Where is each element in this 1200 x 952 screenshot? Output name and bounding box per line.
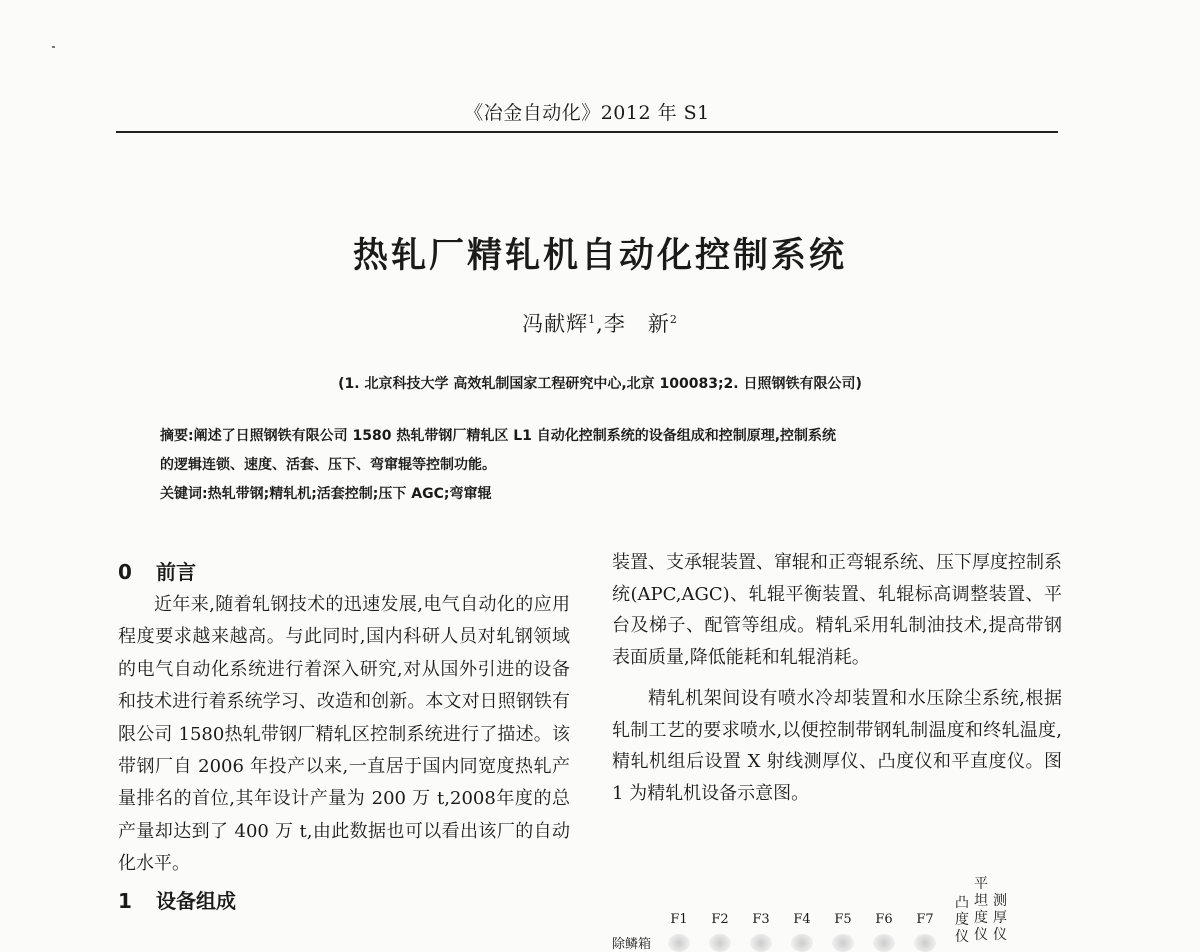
stand-label: F6 [875, 912, 893, 927]
text-line: 热轧带钢厂精轧区控制系统进行了描述。该带钢 [118, 723, 571, 778]
stand-roll [832, 934, 854, 952]
author-superscript: 1 [588, 313, 597, 326]
stand-label: F7 [916, 912, 934, 927]
paragraph [612, 547, 1062, 673]
abstract-label: 摘要: [160, 428, 194, 444]
section-number: 1 [118, 888, 132, 913]
text-line: 习、改造和创新。本文对日照钢铁有限公司 1580 [118, 691, 570, 745]
text-line: 温度和终轧温度,精轧机组后设置 X 射线测厚仪、 [612, 719, 1062, 772]
text-line: 制油技术,提高带钢表面质量,降低能耗和轧辊消 [612, 615, 1062, 668]
text-line: 精轧机架间设有喷水冷却装置和水压除尘系 [648, 688, 1001, 709]
section-title: 前言 [156, 560, 196, 584]
descaler-roll [668, 934, 690, 952]
descaler-label: 除鳞箱 [612, 937, 652, 952]
author-name: 李 新 [603, 312, 670, 336]
stand-label: F3 [752, 912, 770, 927]
stand-roll [791, 934, 813, 952]
abstract-block [160, 422, 1040, 509]
paragraph [612, 683, 1062, 809]
scan-speck [52, 46, 55, 48]
section-heading [118, 885, 570, 918]
keywords-text: 热轧带钢;精轧机;活套控制;压下 AGC;弯窜辊 [207, 486, 492, 502]
flatness-gauge-label: 平坦度仪 [974, 876, 988, 943]
abstract-text: 的逻辑连锁、速度、活套、压下、弯窜辊等控制功能。 [160, 457, 496, 473]
thickness-gauge-label: 测厚仪 [993, 893, 1007, 943]
section-heading [118, 556, 570, 589]
journal-header: 《冶金自动化》2012 年 S1 [464, 102, 710, 124]
stand-label: F4 [793, 912, 811, 927]
text-line: 化的应用程度要求越来越高。与此同时,国内科 [118, 594, 570, 648]
text-line: 厂自 2006 年投产以来,一直居于国内同宽度热轧 [154, 756, 552, 778]
figure-1-equipment-diagram [612, 870, 1072, 952]
text-line: 耗。 [833, 646, 870, 668]
paper-title: 热轧厂精轧机自动化控制系统 [352, 236, 847, 276]
stand-roll [873, 934, 895, 952]
header-rule [116, 131, 1058, 133]
keywords-label: 关键词: [160, 486, 208, 502]
stand-label: F5 [834, 912, 852, 927]
text-line: 统,根据轧制工艺的要求喷水,以便控制带钢轧制 [612, 688, 1062, 741]
text-line: 装置、支承辊装置、窜辊和正弯辊系统、压下厚度 [612, 552, 1008, 573]
text-line: 控制系统(APC,AGC)、轧辊平衡装置、轧辊标高 [612, 552, 1062, 605]
text-line: 看出该厂的自动化水平。 [118, 820, 571, 875]
paragraph [118, 589, 570, 881]
section-number: 0 [118, 560, 132, 584]
stand-roll [750, 934, 772, 952]
stand-label: F2 [711, 912, 729, 927]
abstract-text: 阐述了日照钢铁有限公司 1580 热轧带钢厂精轧区 L1 自动化控制系统的设备组成和控制原理,控制系统 [193, 428, 837, 444]
crown-gauge-label: 凸度仪 [955, 895, 969, 945]
section-title: 设备组成 [156, 888, 236, 913]
right-column [612, 547, 1062, 809]
stand-roll [914, 934, 936, 952]
abstract-line [160, 422, 1040, 451]
keywords-line [160, 480, 1040, 509]
text-line: 研人员对轧钢领域的电气自动化系统进行着深入 [118, 626, 570, 680]
text-line: 产量排名的首位,其年设计产量为 200 万 t,2008 [118, 756, 570, 810]
text-line: 年度的总产量却达到了 400 万 t,由此数据也可以 [118, 788, 570, 842]
text-line: 近年来,随着轧钢技术的迅速发展,电气自动 [154, 594, 497, 615]
text-line: 调整装置、平台及梯子、配管等组成。精轧采用轧 [612, 583, 1062, 636]
stand-roll [709, 934, 731, 952]
author-superscript: 2 [669, 313, 678, 326]
text-line: 研究,对从国外引进的设备和技术进行着系统学 [118, 658, 570, 713]
affiliation: (1. 北京科技大学 高效轧制国家工程研究中心,北京 100083;2. 日照钢铁有限公司) [338, 376, 862, 392]
author-name: 冯献辉 [522, 312, 589, 336]
text-line: 凸度仪和平直度仪。图 1 为精轧机设备示意图。 [612, 751, 1062, 804]
left-column [118, 556, 570, 918]
author-separator: , [596, 312, 604, 336]
abstract-line [160, 451, 1040, 480]
author-line [0, 308, 1200, 338]
stand-label: F1 [670, 912, 688, 927]
